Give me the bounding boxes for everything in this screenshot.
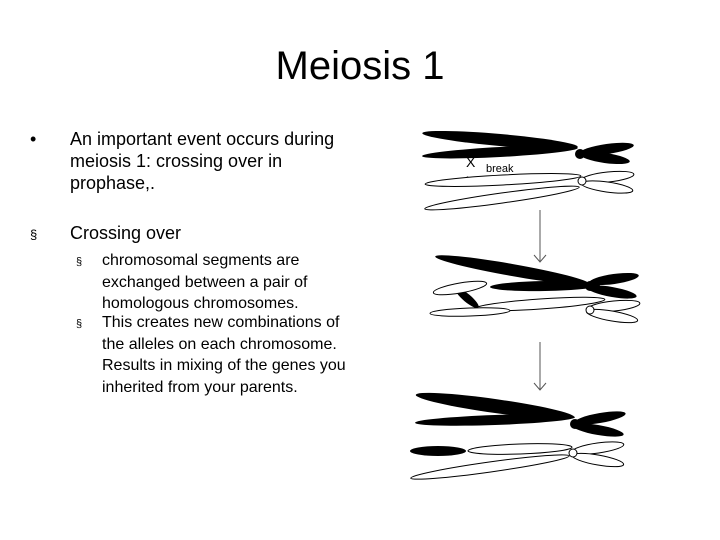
subbullet-marker: § [76, 318, 83, 330]
light-chromosome [410, 439, 624, 483]
light-chromatid [424, 182, 580, 214]
bullet-text: An important event occurs during meiosis 1: crossing over in prophase,. [70, 129, 335, 193]
centromere [575, 149, 585, 159]
light-chromosome [424, 169, 634, 213]
subbullet-text: This creates new combinations of the alleles on each chromosome. Results in mixing of the genes you inherited from your parents. [102, 314, 346, 396]
arrow-down-icon [534, 342, 546, 390]
centromere [586, 306, 594, 314]
dark-chromatid [415, 412, 575, 428]
subbullet-marker: § [76, 256, 83, 268]
stage-2-crossing-over [430, 251, 640, 326]
arrow-down-icon [534, 210, 546, 262]
light-chromatid [430, 307, 510, 318]
stage-1-homologous-pair [422, 127, 635, 214]
dark-chromatid [490, 280, 600, 292]
bullet-marker: • [30, 129, 37, 149]
centromere [585, 281, 595, 291]
slide-title: Meiosis 1 [275, 44, 445, 88]
centromere [569, 449, 577, 457]
break-x-mark: X [466, 154, 476, 170]
crossing-over-diagram [400, 115, 720, 495]
break-label: break [486, 163, 514, 175]
bullet-text: Crossing over [70, 223, 182, 243]
exchanged-segment [410, 446, 466, 456]
stage-3-recombined-chromosomes [410, 388, 626, 483]
centromere [570, 419, 580, 429]
dark-chromosome [422, 127, 635, 166]
centromere [578, 177, 586, 185]
subbullet-text: chromosomal segments are exchanged between a pair of homologous chromosomes. [102, 252, 308, 312]
dark-chromatid [589, 271, 640, 288]
dark-chromosome [415, 388, 627, 440]
light-chromatid [468, 442, 572, 456]
bullet-marker: § [30, 227, 38, 242]
